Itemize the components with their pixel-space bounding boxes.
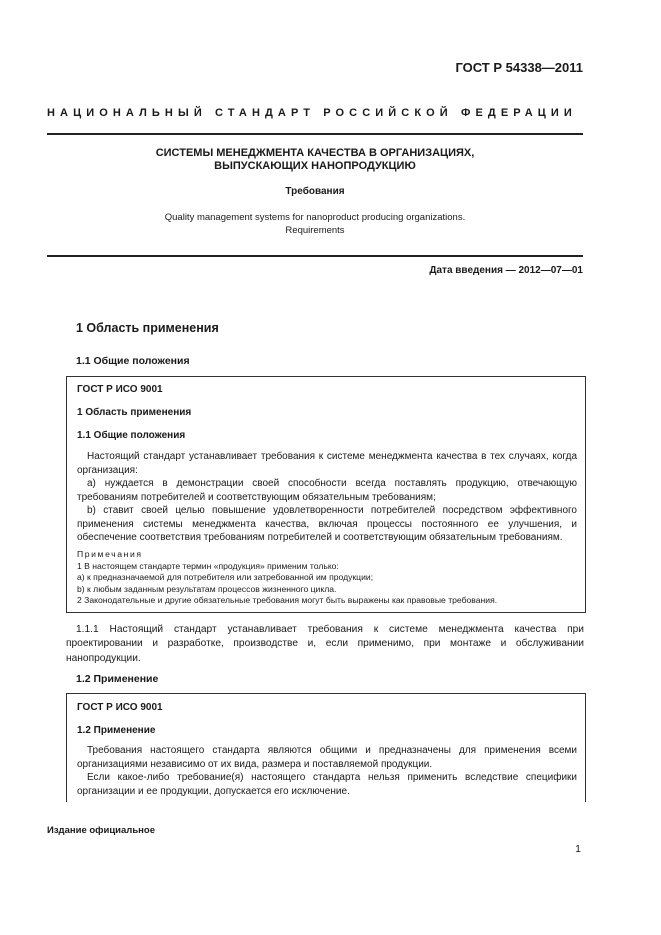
note-2: 2 Законодательные и другие обязательные требования могут быть выражены как правовые требования. (77, 595, 498, 606)
box2-paragraph-2: Если какое-либо требование(я) настоящего стандарта нельзя применить вследствие специфики организации и ее продукции, допускается его исключение. (77, 772, 577, 797)
box2-reference: ГОСТ Р ИСО 9001 (77, 702, 163, 713)
note-1b: b) к любым заданным результатам процессов жизненного цикла. (77, 583, 337, 594)
section-1-heading: 1 Область применения (76, 321, 219, 335)
box1-paragraph-1: Настоящий стандарт устанавливает требования к системе менеджмента качества в тех случаях, когда организация: (77, 451, 577, 476)
page-number: 1 (575, 843, 581, 855)
introduction-date: Дата введения — 2012—07—01 (429, 265, 583, 276)
standard-title-line1: СИСТЕМЫ МЕНЕДЖМЕНТА КАЧЕСТВА В ОРГАНИЗАЦИЯХ, (155, 147, 475, 159)
box1-subheading: 1.1 Общие положения (77, 430, 186, 441)
english-title-line1: Quality management systems for nanoproduct producing organizations. (164, 212, 466, 223)
quoted-standard-box-2 (66, 693, 586, 802)
box1-paragraph-3: b) ставит своей целью повышение удовлетворенности потребителей посредством эффективного применения системы менеджмента качества, включая процессы постоянного ее улучшения, и обеспечение соответствия требованиям потребителей и соответствующим обязательным требованиям. (77, 505, 577, 543)
national-standard-title: НАЦИОНАЛЬНЫЙ СТАНДАРТ РОССИЙСКОЙ ФЕДЕРАЦИИ (47, 107, 577, 119)
box2-heading: 1.2 Применение (77, 725, 156, 736)
english-title-line2: Requirements (285, 224, 345, 236)
box1-notes (77, 549, 577, 607)
publication-note: Издание официальное (47, 825, 155, 836)
standard-title-line2: ВЫПУСКАЮЩИХ НАНОПРОДУКЦИЮ (214, 160, 416, 172)
divider-middle (47, 255, 583, 257)
box1-heading: 1 Область применения (77, 407, 192, 418)
standard-title-english (47, 212, 583, 237)
box1-paragraph-2: а) нуждается в демонстрации своей способности всегда поставлять продукцию, отвечающую требованиям потребителей и соответствующим обязательным требованиям; (77, 478, 577, 503)
notes-heading: Примечания (77, 549, 143, 559)
box2-paragraph-1: Требования настоящего стандарта являются общими и предназначены для применения всеми организациями независимо от их вида, размера и поставляемой продукции. (77, 745, 577, 770)
quoted-standard-box-1 (66, 376, 586, 613)
section-1-2-heading: 1.2 Применение (76, 673, 159, 685)
note-1a: а) к предназначаемой для потребителя или затребованной им продукции; (77, 572, 374, 583)
divider-top (47, 133, 583, 135)
standard-title (47, 147, 583, 173)
paragraph-1-1-1: 1.1.1 Настоящий стандарт устанавливает требования к системе менеджмента качества при проектировании и разработке, производстве и, если применимо, при монтаже и обслуживании нанопродукции. (66, 624, 584, 664)
note-1: 1 В настоящем стандарте термин «продукция» применим только: (77, 560, 339, 571)
section-1-1-heading: 1.1 Общие положения (76, 355, 190, 367)
gost-code: ГОСТ Р 54338—2011 (455, 60, 583, 75)
standard-subtitle: Требования (285, 186, 345, 197)
box1-reference: ГОСТ Р ИСО 9001 (77, 384, 163, 395)
